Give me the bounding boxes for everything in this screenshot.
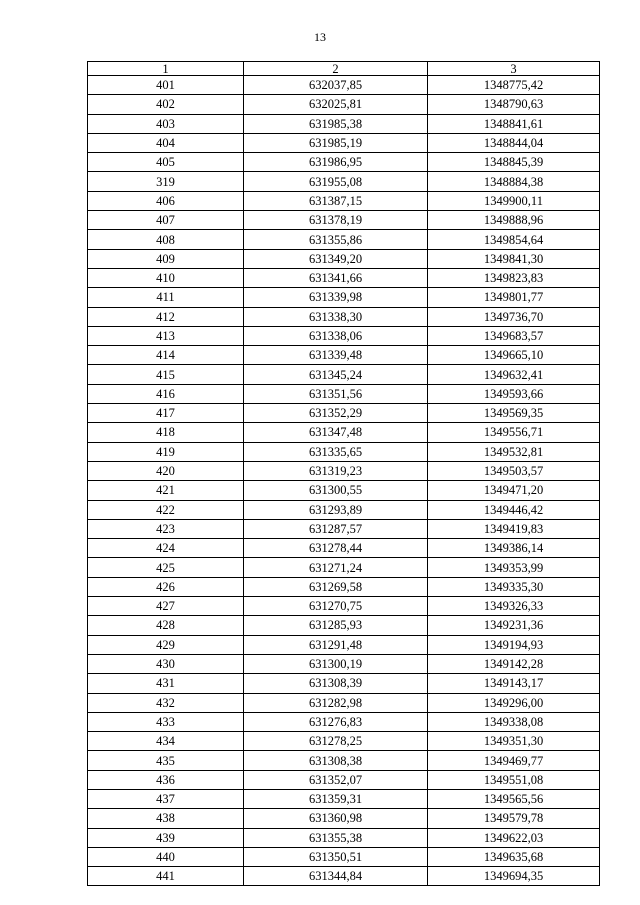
point-number-cell: 402 — [88, 95, 244, 114]
y-coordinate-cell: 1349231,36 — [428, 616, 600, 635]
column-header: 3 — [428, 62, 600, 76]
x-coordinate-cell: 631285,93 — [244, 616, 428, 635]
x-coordinate-cell: 631339,98 — [244, 288, 428, 307]
y-coordinate-cell: 1349469,77 — [428, 751, 600, 770]
x-coordinate-cell: 631985,19 — [244, 133, 428, 152]
point-number-cell: 421 — [88, 481, 244, 500]
x-coordinate-cell: 631278,25 — [244, 732, 428, 751]
y-coordinate-cell: 1349569,35 — [428, 404, 600, 423]
point-number-cell: 406 — [88, 191, 244, 210]
point-number-cell: 423 — [88, 519, 244, 538]
y-coordinate-cell: 1349888,96 — [428, 211, 600, 230]
table-row — [88, 76, 600, 95]
table-row — [88, 153, 600, 172]
y-coordinate-cell: 1349351,30 — [428, 732, 600, 751]
x-coordinate-cell: 631387,15 — [244, 191, 428, 210]
table-row — [88, 268, 600, 287]
y-coordinate-cell: 1349841,30 — [428, 249, 600, 268]
table-row — [88, 809, 600, 828]
table-row — [88, 751, 600, 770]
point-number-cell: 416 — [88, 384, 244, 403]
point-number-cell: 410 — [88, 268, 244, 287]
table-row — [88, 133, 600, 152]
table-row — [88, 461, 600, 480]
y-coordinate-cell: 1349446,42 — [428, 500, 600, 519]
y-coordinate-cell: 1349326,33 — [428, 597, 600, 616]
table-row — [88, 326, 600, 345]
y-coordinate-cell: 1349296,00 — [428, 693, 600, 712]
y-coordinate-cell: 1349338,08 — [428, 712, 600, 731]
x-coordinate-cell: 631293,89 — [244, 500, 428, 519]
y-coordinate-cell: 1349900,11 — [428, 191, 600, 210]
point-number-cell: 413 — [88, 326, 244, 345]
y-coordinate-cell: 1349503,57 — [428, 461, 600, 480]
point-number-cell: 418 — [88, 423, 244, 442]
point-number-cell: 417 — [88, 404, 244, 423]
y-coordinate-cell: 1349565,56 — [428, 789, 600, 808]
table-row — [88, 384, 600, 403]
y-coordinate-cell: 1349579,78 — [428, 809, 600, 828]
table-row — [88, 616, 600, 635]
table-row — [88, 307, 600, 326]
point-number-cell: 415 — [88, 365, 244, 384]
table-row — [88, 519, 600, 538]
x-coordinate-cell: 631276,83 — [244, 712, 428, 731]
point-number-cell: 409 — [88, 249, 244, 268]
y-coordinate-cell: 1349142,28 — [428, 654, 600, 673]
x-coordinate-cell: 631985,38 — [244, 114, 428, 133]
y-coordinate-cell: 1349736,70 — [428, 307, 600, 326]
point-number-cell: 428 — [88, 616, 244, 635]
y-coordinate-cell: 1348845,39 — [428, 153, 600, 172]
point-number-cell: 411 — [88, 288, 244, 307]
point-number-cell: 407 — [88, 211, 244, 230]
x-coordinate-cell: 631308,38 — [244, 751, 428, 770]
table-row — [88, 365, 600, 384]
page-number: 13 — [314, 30, 326, 44]
table-row — [88, 423, 600, 442]
x-coordinate-cell: 632037,85 — [244, 76, 428, 95]
x-coordinate-cell: 631319,23 — [244, 461, 428, 480]
point-number-cell: 425 — [88, 558, 244, 577]
table-row — [88, 211, 600, 230]
y-coordinate-cell: 1349622,03 — [428, 828, 600, 847]
x-coordinate-cell: 631291,48 — [244, 635, 428, 654]
table-row — [88, 288, 600, 307]
point-number-cell: 405 — [88, 153, 244, 172]
table-row — [88, 114, 600, 133]
y-coordinate-cell: 1349194,93 — [428, 635, 600, 654]
table-row — [88, 558, 600, 577]
y-coordinate-cell: 1349665,10 — [428, 346, 600, 365]
table-row — [88, 500, 600, 519]
table-row — [88, 442, 600, 461]
y-coordinate-cell: 1348775,42 — [428, 76, 600, 95]
point-number-cell: 319 — [88, 172, 244, 191]
point-number-cell: 437 — [88, 789, 244, 808]
table-row — [88, 828, 600, 847]
x-coordinate-cell: 632025,81 — [244, 95, 428, 114]
x-coordinate-cell: 631349,20 — [244, 249, 428, 268]
table-row — [88, 597, 600, 616]
point-number-cell: 433 — [88, 712, 244, 731]
x-coordinate-cell: 631300,19 — [244, 654, 428, 673]
x-coordinate-cell: 631355,86 — [244, 230, 428, 249]
table-row — [88, 230, 600, 249]
x-coordinate-cell: 631278,44 — [244, 539, 428, 558]
column-header: 2 — [244, 62, 428, 76]
table-row — [88, 172, 600, 191]
column-header: 1 — [88, 62, 244, 76]
table-row — [88, 732, 600, 751]
y-coordinate-cell: 1349683,57 — [428, 326, 600, 345]
point-number-cell: 412 — [88, 307, 244, 326]
table-row — [88, 654, 600, 673]
table-row — [88, 635, 600, 654]
point-number-cell: 420 — [88, 461, 244, 480]
y-coordinate-cell: 1348844,04 — [428, 133, 600, 152]
point-number-cell: 403 — [88, 114, 244, 133]
y-coordinate-cell: 1349532,81 — [428, 442, 600, 461]
coordinates-table — [87, 61, 600, 886]
table-row — [88, 693, 600, 712]
y-coordinate-cell: 1349471,20 — [428, 481, 600, 500]
x-coordinate-cell: 631347,48 — [244, 423, 428, 442]
y-coordinate-cell: 1349801,77 — [428, 288, 600, 307]
x-coordinate-cell: 631282,98 — [244, 693, 428, 712]
point-number-cell: 436 — [88, 770, 244, 789]
x-coordinate-cell: 631345,24 — [244, 365, 428, 384]
point-number-cell: 432 — [88, 693, 244, 712]
table-row — [88, 346, 600, 365]
x-coordinate-cell: 631339,48 — [244, 346, 428, 365]
table-row — [88, 789, 600, 808]
point-number-cell: 408 — [88, 230, 244, 249]
point-number-cell: 430 — [88, 654, 244, 673]
point-number-cell: 404 — [88, 133, 244, 152]
point-number-cell: 441 — [88, 867, 244, 886]
y-coordinate-cell: 1349556,71 — [428, 423, 600, 442]
table-row — [88, 481, 600, 500]
point-number-cell: 440 — [88, 847, 244, 866]
table-row — [88, 847, 600, 866]
y-coordinate-cell: 1349353,99 — [428, 558, 600, 577]
point-number-cell: 439 — [88, 828, 244, 847]
y-coordinate-cell: 1349386,14 — [428, 539, 600, 558]
table-row — [88, 770, 600, 789]
table-row — [88, 712, 600, 731]
y-coordinate-cell: 1349551,08 — [428, 770, 600, 789]
x-coordinate-cell: 631269,58 — [244, 577, 428, 596]
x-coordinate-cell: 631351,56 — [244, 384, 428, 403]
table-header-row — [88, 62, 600, 76]
table-row — [88, 95, 600, 114]
x-coordinate-cell: 631338,30 — [244, 307, 428, 326]
x-coordinate-cell: 631341,66 — [244, 268, 428, 287]
table-row — [88, 539, 600, 558]
point-number-cell: 434 — [88, 732, 244, 751]
table-row — [88, 674, 600, 693]
y-coordinate-cell: 1349143,17 — [428, 674, 600, 693]
point-number-cell: 429 — [88, 635, 244, 654]
point-number-cell: 426 — [88, 577, 244, 596]
point-number-cell: 435 — [88, 751, 244, 770]
y-coordinate-cell: 1349335,30 — [428, 577, 600, 596]
point-number-cell: 427 — [88, 597, 244, 616]
x-coordinate-cell: 631355,38 — [244, 828, 428, 847]
y-coordinate-cell: 1349419,83 — [428, 519, 600, 538]
point-number-cell: 422 — [88, 500, 244, 519]
table-body — [88, 76, 600, 886]
x-coordinate-cell: 631352,07 — [244, 770, 428, 789]
point-number-cell: 431 — [88, 674, 244, 693]
y-coordinate-cell: 1349823,83 — [428, 268, 600, 287]
x-coordinate-cell: 631287,57 — [244, 519, 428, 538]
x-coordinate-cell: 631308,39 — [244, 674, 428, 693]
y-coordinate-cell: 1348790,63 — [428, 95, 600, 114]
x-coordinate-cell: 631360,98 — [244, 809, 428, 828]
point-number-cell: 419 — [88, 442, 244, 461]
x-coordinate-cell: 631271,24 — [244, 558, 428, 577]
y-coordinate-cell: 1349632,41 — [428, 365, 600, 384]
x-coordinate-cell: 631350,51 — [244, 847, 428, 866]
y-coordinate-cell: 1349635,68 — [428, 847, 600, 866]
point-number-cell: 401 — [88, 76, 244, 95]
x-coordinate-cell: 631338,06 — [244, 326, 428, 345]
x-coordinate-cell: 631378,19 — [244, 211, 428, 230]
x-coordinate-cell: 631300,55 — [244, 481, 428, 500]
x-coordinate-cell: 631335,65 — [244, 442, 428, 461]
x-coordinate-cell: 631270,75 — [244, 597, 428, 616]
y-coordinate-cell: 1349593,66 — [428, 384, 600, 403]
point-number-cell: 414 — [88, 346, 244, 365]
y-coordinate-cell: 1348841,61 — [428, 114, 600, 133]
x-coordinate-cell: 631359,31 — [244, 789, 428, 808]
x-coordinate-cell: 631986,95 — [244, 153, 428, 172]
x-coordinate-cell: 631955,08 — [244, 172, 428, 191]
y-coordinate-cell: 1349694,35 — [428, 867, 600, 886]
y-coordinate-cell: 1349854,64 — [428, 230, 600, 249]
table-row — [88, 577, 600, 596]
table-row — [88, 191, 600, 210]
y-coordinate-cell: 1348884,38 — [428, 172, 600, 191]
x-coordinate-cell: 631344,84 — [244, 867, 428, 886]
table-row — [88, 404, 600, 423]
table-row — [88, 249, 600, 268]
point-number-cell: 438 — [88, 809, 244, 828]
point-number-cell: 424 — [88, 539, 244, 558]
x-coordinate-cell: 631352,29 — [244, 404, 428, 423]
table-row — [88, 867, 600, 886]
